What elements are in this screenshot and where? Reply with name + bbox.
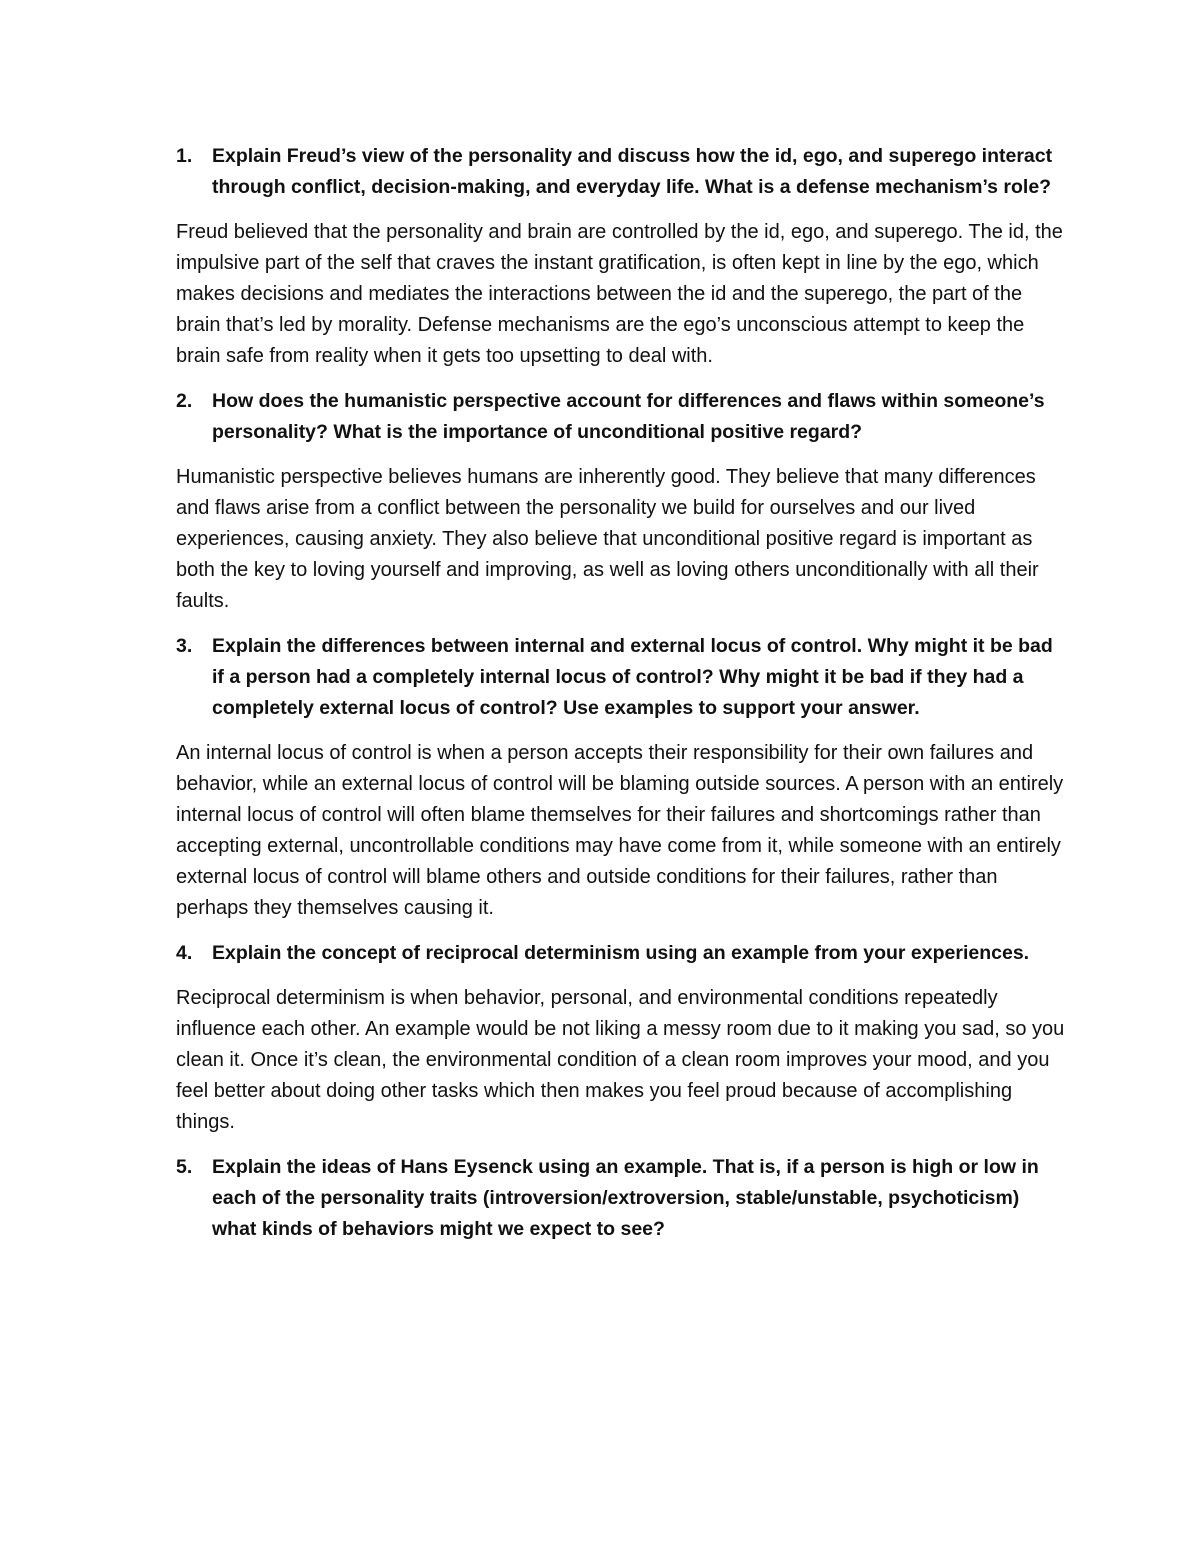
answer-2: Humanistic perspective believes humans are inherently good. They believe that many differences and flaws arise from a conflict between the personality we build for ourselves and our lived experiences, causing anxiety. They also believe that unconditional positive regard is important as both the key to loving yourself and improving, as well as loving others unconditionally with all their faults. (176, 466, 1039, 612)
question-2 (176, 386, 1066, 448)
question-5 (176, 1152, 1066, 1245)
question-text: Explain the differences between internal and external locus of control. Why might it be bad if a person had a completely internal locus of control? Why might it be bad if they had a completely external locus of control? Use examples to support your answer. (212, 635, 1053, 719)
answer-4: Reciprocal determinism is when behavior, personal, and environmental conditions repeatedly influence each other. An example would be not liking a messy room due to it making you sad, so you clean it. Once it’s clean, the environmental condition of a clean room improves your mood, and you feel better about doing other tasks which then makes you feel proud because of accomplishing things. (176, 987, 1065, 1133)
question-number: 3. (176, 635, 193, 657)
question-text: Explain Freud’s view of the personality and discuss how the id, ego, and superego interact through conflict, decision-making, and everyday life. What is a defense mechanism’s role? (212, 145, 1053, 198)
answer-1: Freud believed that the personality and brain are controlled by the id, ego, and superego. The id, the impulsive part of the self that craves the instant gratification, is often kept in line by the ego, which makes decisions and mediates the interactions between the id and the superego, the part of the brain that’s led by morality. Defense mechanisms are the ego’s unconscious attempt to keep the brain safe from reality when it gets too upsetting to deal with. (176, 221, 1063, 367)
question-text: Explain the ideas of Hans Eysenck using an example. That is, if a person is high or low in each of the personality traits (introversion/extroversion, stable/unstable, psychoticism) what kinds of behaviors might we expect to see? (212, 1156, 1039, 1240)
answer-3: An internal locus of control is when a person accepts their responsibility for their own failures and behavior, while an external locus of control will be blaming outside sources. A person with an entirely internal locus of control will often blame themselves for their failures and shortcomings rather than accepting external, uncontrollable conditions may have come from it, while someone with an entirely external locus of control will blame others and outside conditions for their failures, rather than perhaps they themselves causing it. (176, 742, 1064, 919)
question-number: 1. (176, 145, 193, 167)
question-3 (176, 631, 1066, 724)
question-number: 2. (176, 390, 193, 412)
document-page (176, 141, 1066, 1259)
question-number: 5. (176, 1156, 193, 1178)
question-1 (176, 141, 1066, 203)
question-4 (176, 938, 1066, 969)
question-text: How does the humanistic perspective account for differences and flaws within someone’s personality? What is the importance of unconditional positive regard? (212, 390, 1045, 443)
question-text: Explain the concept of reciprocal determinism using an example from your experiences. (212, 942, 1030, 964)
question-number: 4. (176, 942, 193, 964)
